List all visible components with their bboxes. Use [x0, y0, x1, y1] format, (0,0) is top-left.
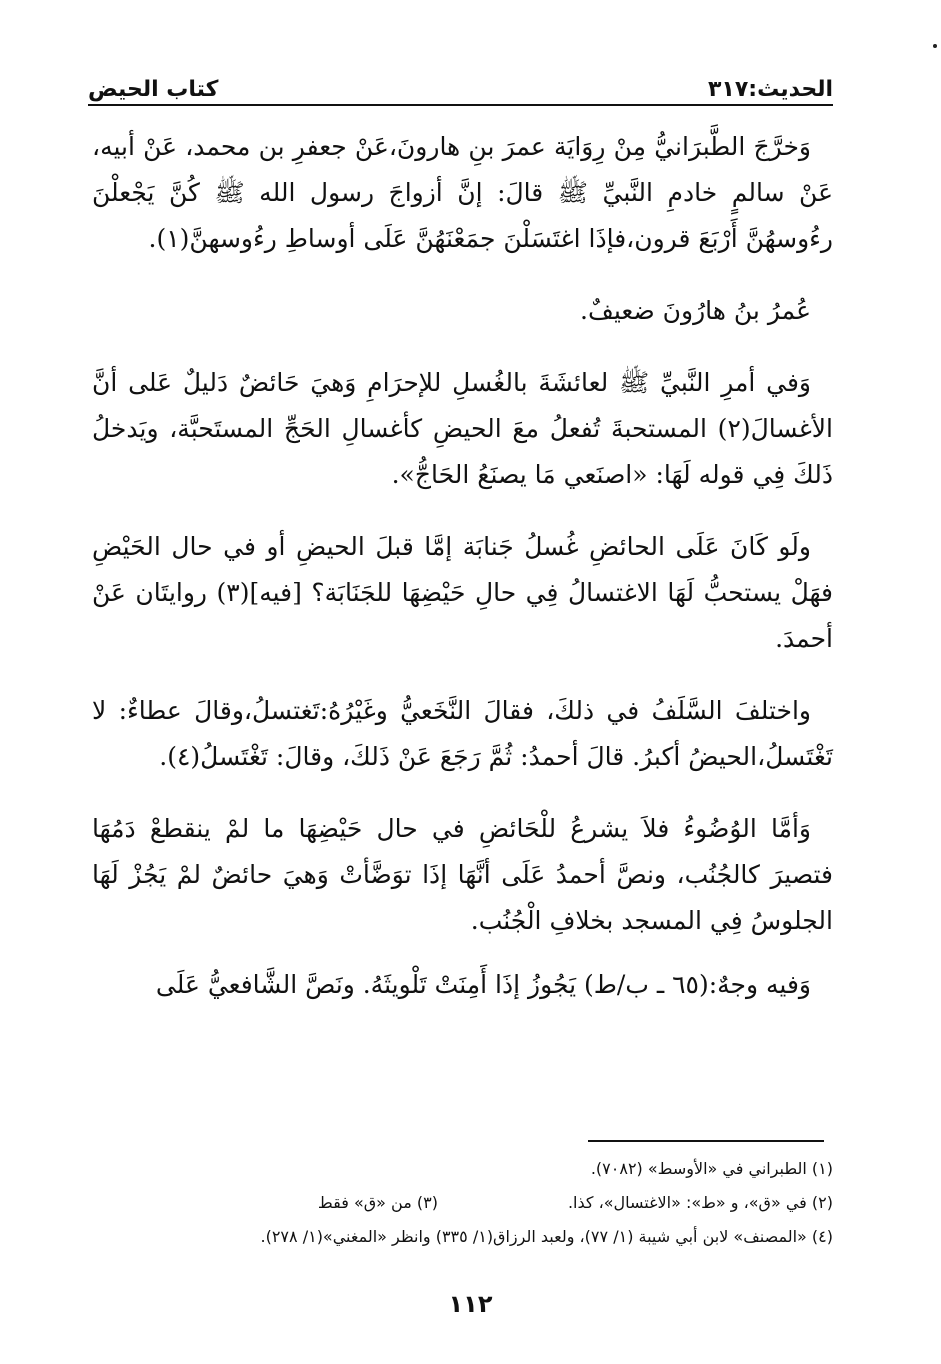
footnote-divider — [588, 1140, 824, 1142]
footnote-spacer — [438, 1186, 568, 1220]
header-divider — [88, 104, 833, 106]
footnotes — [96, 1152, 833, 1254]
paragraph-salaf-disagreement: واختلفَ السَّلَفُ في ذلكَ، فقالَ النَّخَعيُّ وغَيْرُهُ:تَغتسلُ،وقالَ عطاءٌ: لا تَغْتَسلُ،الحيضُ أكبرُ. قالَ أحمدُ: ثُمَّ رَجَعَ عَنْ ذَلكَ، وقالَ: تَغْتَسلُ(٤). — [92, 696, 833, 771]
footnote-row — [96, 1186, 833, 1220]
paragraph-umar-weak: عُمرُ بنُ هارُونَ ضعيفٌ. — [580, 296, 811, 325]
footnote-4: (٤) «المصنف» لابن أبي شيبة (١/ ٧٧)، ولعبد الرزاق(١/ ٣٣٥) وانظر «المغني»(١/ ٢٧٨). — [260, 1227, 833, 1246]
footnote-2: (٢) في «ق»، و «ط»: «الاغتسال»، كذا. — [567, 1193, 833, 1212]
chapter-title: كتاب الحيض — [88, 77, 219, 102]
scan-speck — [933, 44, 937, 48]
footnote-row — [96, 1152, 833, 1186]
paragraph-wudu: وَأمَّا الوُضُوءُ فلاَ يشرعُ للْحَائضِ في حال حَيْضِهَا ما لمْ ينقطعْ دَمُهَا فتصيرَ كالجُنُب، ونصَّ أحمدُ عَلَى أنَّهَا إذَا توَضَّأتْ وَهيَ حائضٌ لمْ يَجُزْ لَهَا الجلوسُ فِي المسجد بخلافِ الْجُنُب. — [92, 814, 833, 935]
footnote-3: (٣) من «ق» فقط — [317, 1193, 438, 1212]
footnote-1: (١) الطبراني في «الأوسط» (٧٠٨٢). — [590, 1159, 833, 1178]
paragraph-tabarani-narration: وَخرَّجَ الطَّبرَانيُّ مِنْ رِوَايَة عمرَ بنِ هارونَ،عَنْ جعفرِ بن محمد، عَنْ أبيه، عَنْ سالمٍ خادمِ النَّبيِّ ﷺ قالَ: إنَّ أزواجَ رسول الله ﷺ كُنَّ يَجْعلْنَ رءُوسهُنَّ أَرْبَعَ قرون،فإذَا اغتَسَلْنَ جمَعْنَهُنَّ عَلَى أوساطِ رءُوسهنَّ(١). — [92, 132, 833, 253]
paragraph-janaba-during-hayd: ولَو كَانَ عَلَى الحائضِ غُسلُ جَنابَة إمَّا قبلَ الحيضِ أو في حال الحَيْضِ فهَلْ يستحبُّ لَهَا الاغتسالُ فِي حالِ حَيْضِهَا للجَنَابَة؟ [فيه](٣) روايتَان عَنْ أحمدَ. — [92, 532, 833, 653]
hadith-number-title: الحديث:٣١٧ — [707, 77, 833, 102]
running-header — [88, 66, 833, 102]
main-text — [92, 124, 833, 1034]
footnote-row — [96, 1220, 833, 1254]
paragraph-another-view: وَفيه وجهٌ:(٦٥ ـ ب/ط) يَجُوزُ إذَا أَمِنَتْ تَلْويثَهُ. ونَصَّ الشَّافعيُّ عَلَى — [155, 970, 811, 999]
paragraph-aisha-ghusl: وَفي أمرِ النَّبيِّ ﷺ لعائشَةَ بالغُسلِ للإحرَامِ وَهيَ حَائضٌ دَليلٌ عَلى أنَّ الأغسالَ(٢) المستحبةَ تُفعلُ معَ الحيضِ كأغسالِ الحَجِّ المستَحبَّة، ويَدخلُ ذَلكَ فِي قوله لَهَا: «اصنَعي مَا يصنَعُ الحَاجُّ». — [92, 368, 833, 489]
page-number: ١١٢ — [448, 1290, 493, 1318]
